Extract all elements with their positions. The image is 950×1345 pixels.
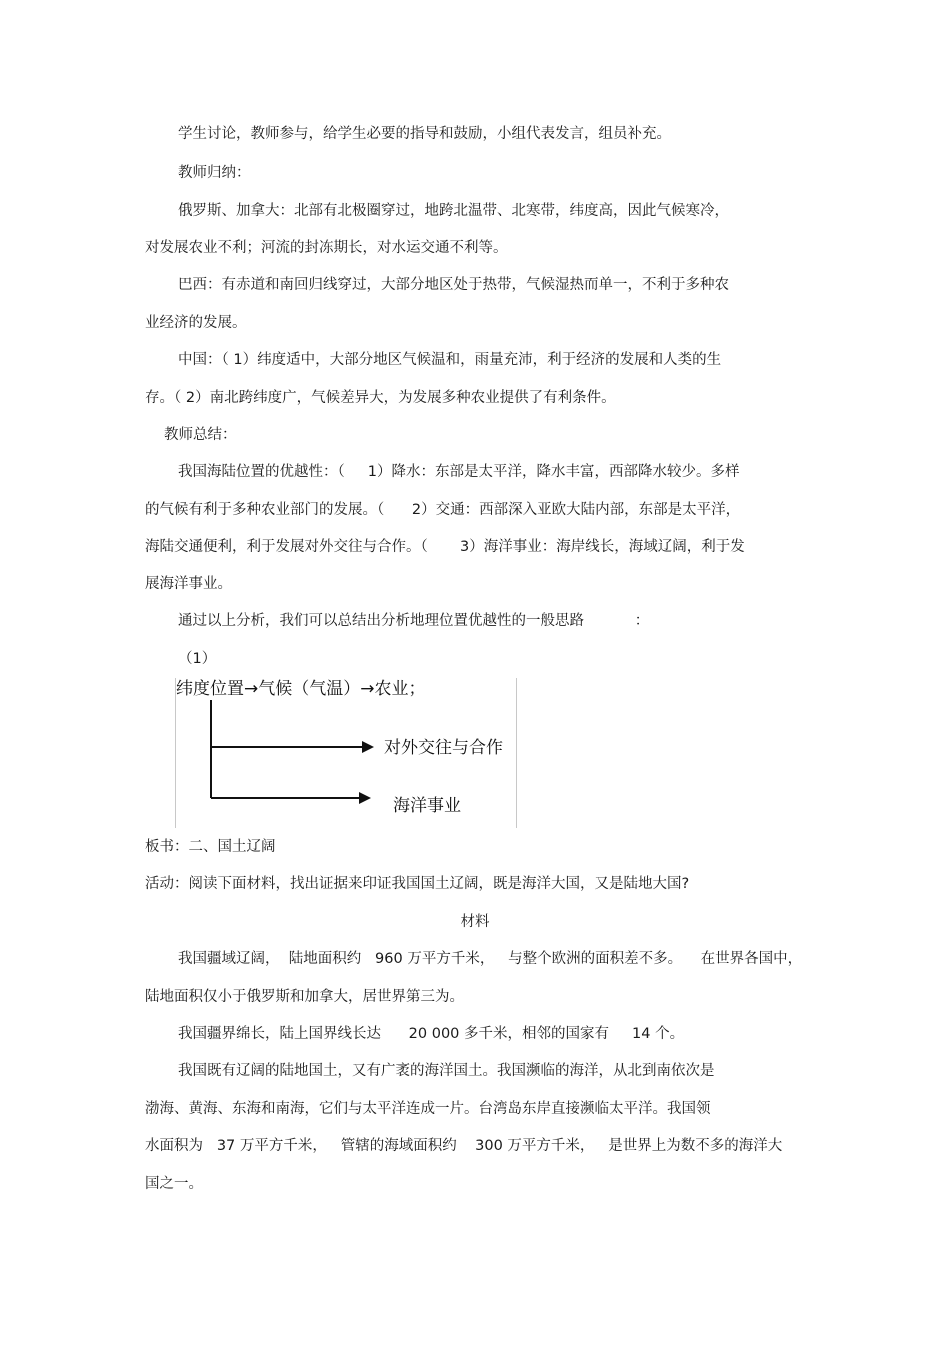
text-line: 我国海陆位置的优越性：（ 1）降水：东部是太平洋，降水丰富，西部降水较少。多样: [178, 464, 740, 480]
arrow-right-icon: [362, 741, 374, 753]
text-line: 我国既有辽阔的陆地国土，又有广袤的海洋国土。我国濒临的海洋，从北到南依次是: [178, 1063, 715, 1079]
text-line: 展海洋事业。: [145, 576, 232, 592]
text-line: 板书：二、国土辽阔: [145, 839, 276, 855]
text-line: 对发展农业不利；河流的封冻期长，对水运交通不利等。: [145, 240, 508, 256]
text-line: （1）: [178, 651, 217, 667]
text-line: 教师总结：: [164, 427, 237, 443]
text-line: 中国：（ 1）纬度适中，大部分地区气候温和，雨量充沛，利于经济的发展和人类的生: [178, 352, 722, 368]
text-line: 水面积为 37 万平方千米， 管辖的海域面积约 300 万平方千米， 是世界上为数不多的海洋大: [145, 1138, 783, 1154]
text-line: 教师归纳：: [178, 165, 251, 181]
text-line: 我国疆界绵长，陆上国界线长达 20 000 多千米，相邻的国家有 14 个。: [178, 1026, 685, 1042]
text-line: 存。（ 2）南北跨纬度广，气候差异大，为发展多种农业提供了有利条件。: [145, 390, 616, 406]
diagram-branch-1-label: 对外交往与合作: [384, 738, 503, 758]
text-line: 渤海、黄海、东海和南海，它们与太平洋连成一片。台湾岛东岸直接濒临太平洋。我国领: [145, 1101, 711, 1117]
text-line: 业经济的发展。: [145, 315, 247, 331]
text-line: 陆地面积仅小于俄罗斯和加拿大，居世界第三为。: [145, 989, 464, 1005]
diagram-top-label: 纬度位置→气候（气温）→农业；: [176, 679, 426, 699]
thinking-path-diagram: [175, 678, 517, 828]
diagram-svg: [176, 678, 516, 828]
text-line: 学生讨论，教师参与，给学生必要的指导和鼓励，小组代表发言，组员补充。: [178, 126, 671, 142]
text-line: 我国疆域辽阔， 陆地面积约 960 万平方千米， 与整个欧洲的面积差不多。 在世界各国中，: [178, 951, 803, 967]
text-line: 通过以上分析，我们可以总结出分析地理位置优越性的一般思路 ：: [178, 613, 650, 629]
section-title: 材料: [460, 914, 490, 930]
text-line: 活动：阅读下面材料，找出证据来印证我国国土辽阔，既是海洋大国，又是陆地大国?: [145, 876, 690, 892]
arrow-right-icon: [359, 792, 371, 804]
text-line: 巴西：有赤道和南回归线穿过，大部分地区处于热带，气候湿热而单一，不利于多种农: [178, 277, 729, 293]
text-line: 国之一。: [145, 1176, 203, 1192]
text-line: 海陆交通便利，利于发展对外交往与合作。（ 3）海洋事业：海岸线长，海域辽阔，利于发: [145, 539, 745, 555]
text-line: 俄罗斯、加拿大：北部有北极圈穿过，地跨北温带、北寒带，纬度高，因此气候寒冷，: [178, 203, 729, 219]
diagram-branch-2-label: 海洋事业: [393, 796, 461, 816]
text-line: 的气候有利于多种农业部门的发展。（ 2）交通：西部深入亚欧大陆内部，东部是太平洋，: [145, 502, 741, 518]
